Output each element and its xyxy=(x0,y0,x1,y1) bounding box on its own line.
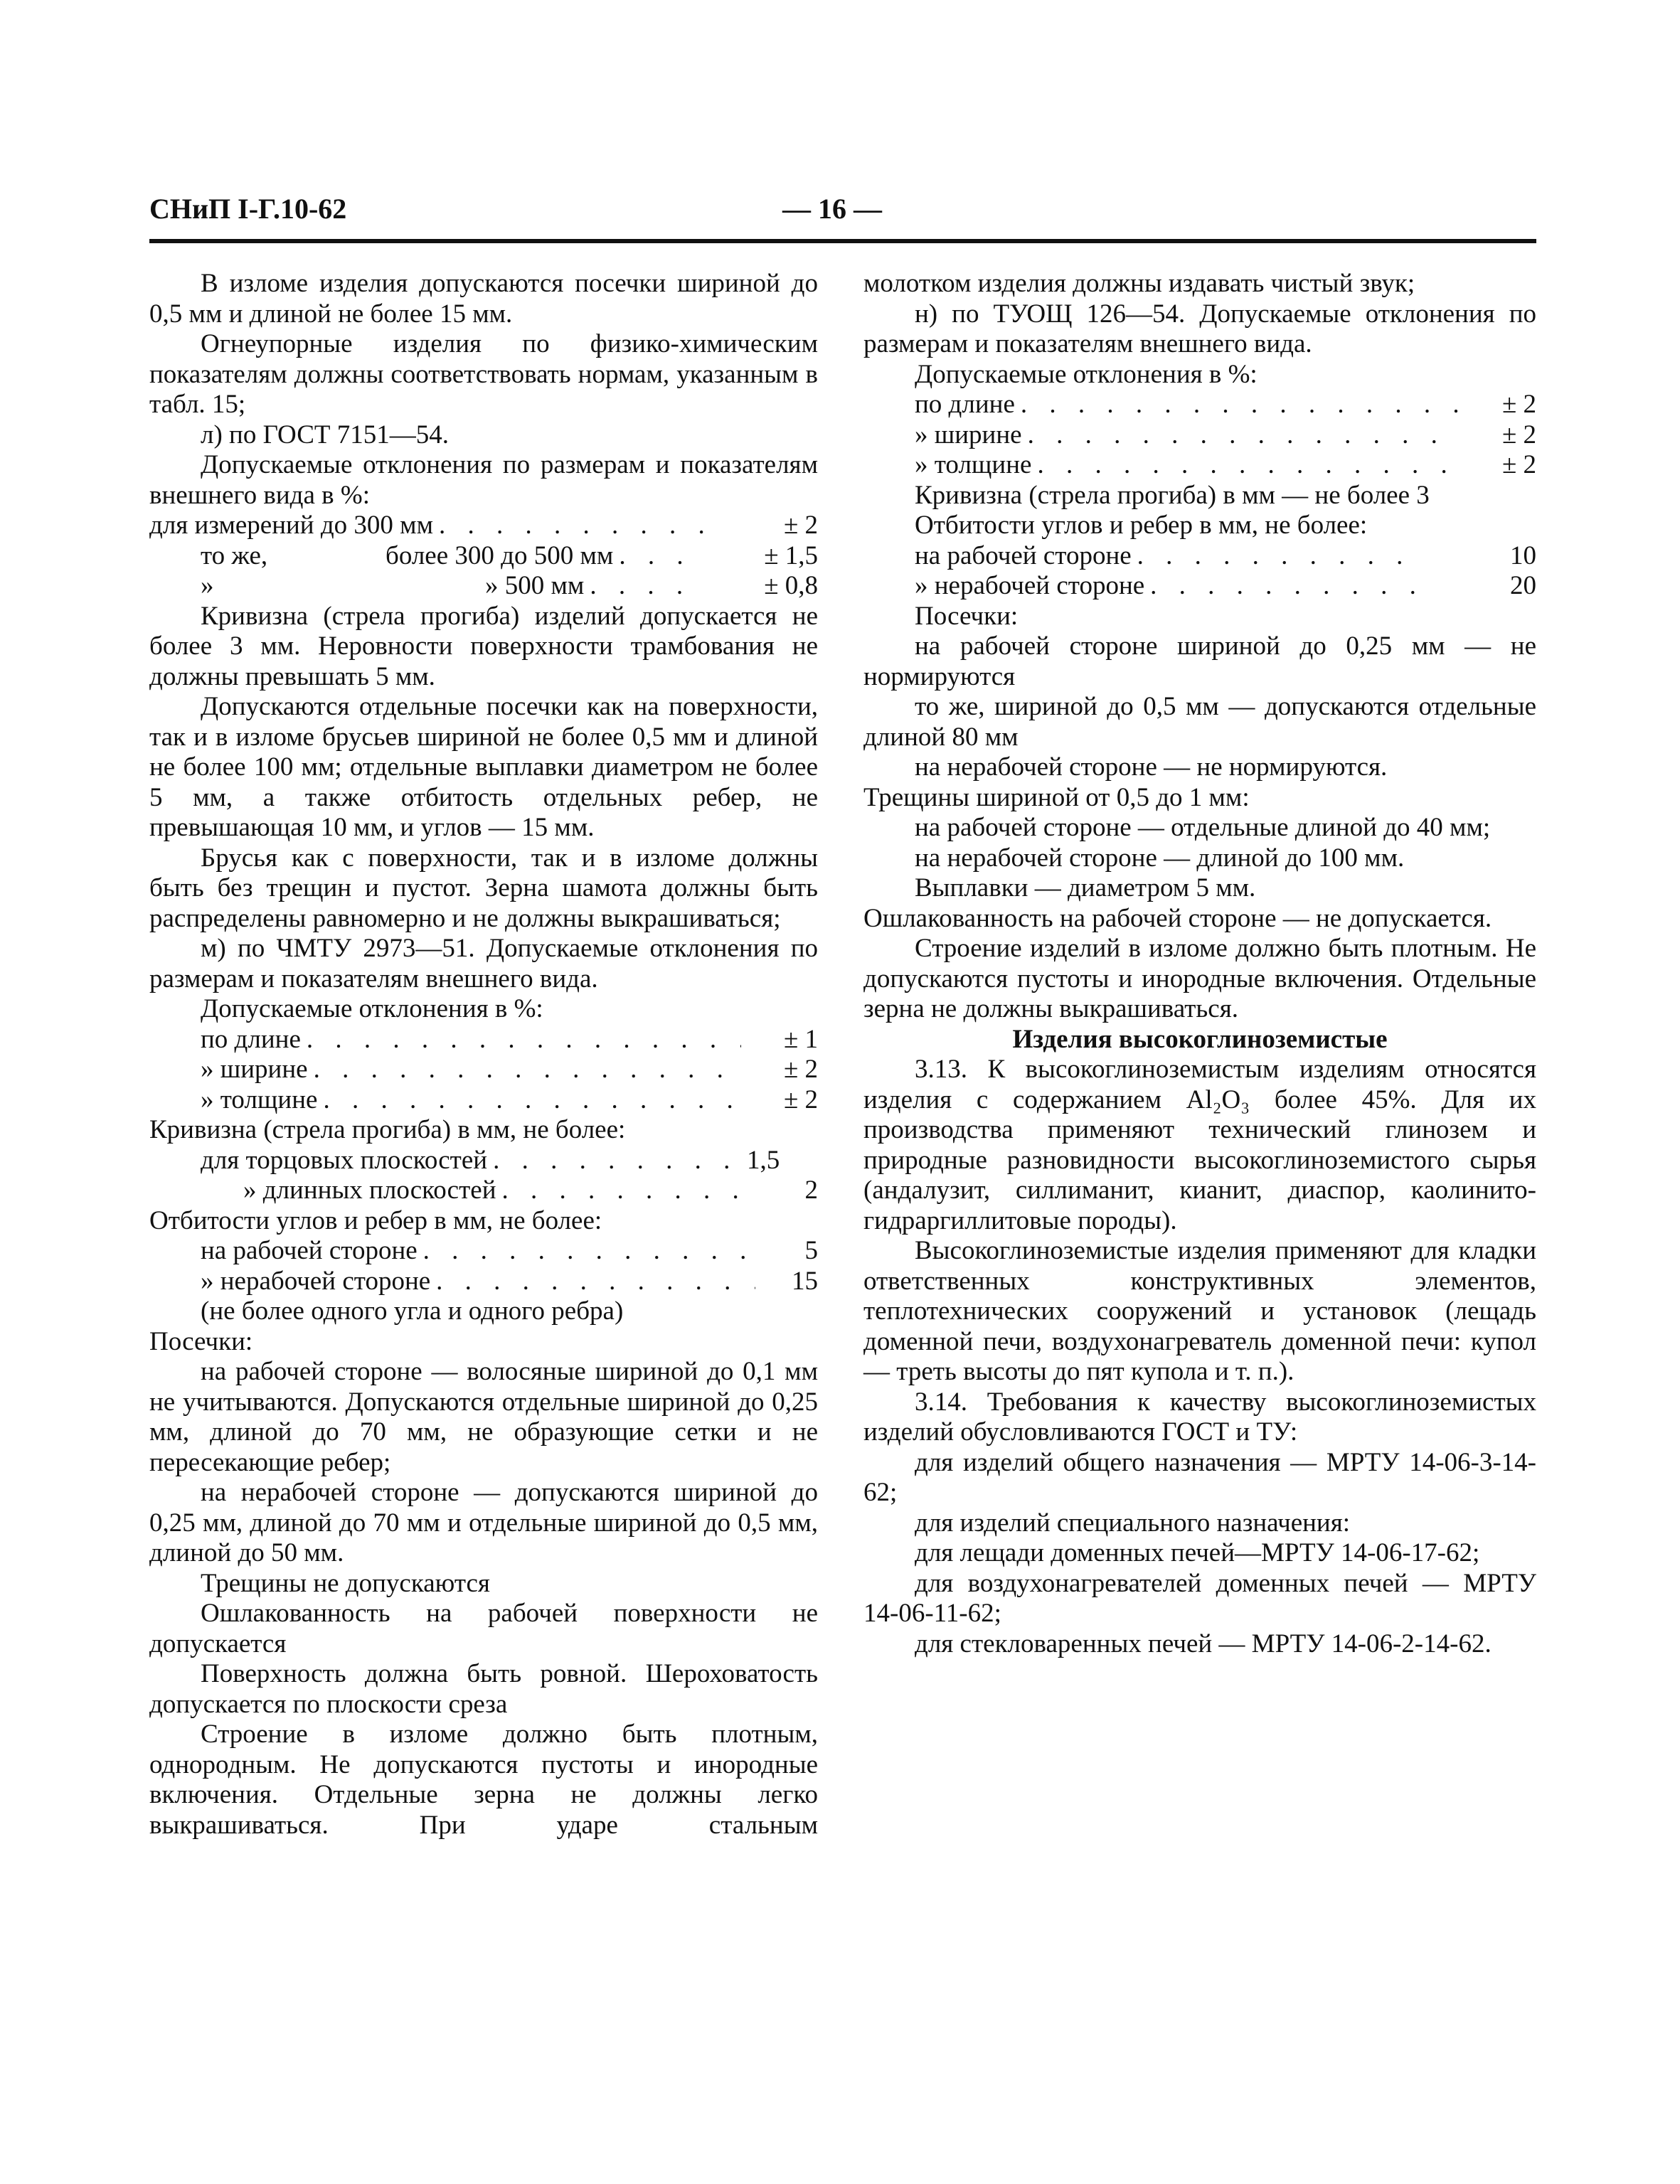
paragraph: молотком изделия должны издавать чистый звук; xyxy=(863,269,1415,298)
leader-dots xyxy=(1150,571,1424,602)
chip-label: на рабочей стороне xyxy=(201,1236,418,1265)
paragraph: (не более одного угла и одного ребра) xyxy=(201,1296,624,1326)
paragraph: Отбитости углов и ребер в мм, не более: xyxy=(149,1205,602,1235)
chip-label: » нерабочей стороне xyxy=(201,1266,431,1296)
curvature-value: 2 xyxy=(804,1176,818,1205)
curvature-row xyxy=(149,1146,818,1176)
tolerance-value: ± 2 xyxy=(783,1085,818,1114)
paragraph: 3.14. Требования к качеству высокоглиноземистых изделий обусловливаются ГОСТ и ТУ: xyxy=(863,1387,1536,1447)
deviation-label: для измерений до 300 мм xyxy=(149,511,434,540)
paragraph: Ошлакованность на рабочей поверхности не допускается xyxy=(149,1599,818,1658)
tolerance-row xyxy=(863,450,1536,481)
leader-dots xyxy=(1028,420,1460,451)
tolerance-row xyxy=(149,1085,818,1116)
paragraph: Кривизна (стрела прогиба) изделий допускается не более 3 мм. Неровности поверхности трамбования не должны превышать 5 мм. xyxy=(149,601,818,691)
leader-dots xyxy=(439,511,706,541)
ditto-mark: » xyxy=(201,571,214,600)
tolerance-value: ± 2 xyxy=(1501,450,1536,479)
chip-value: 15 xyxy=(792,1266,818,1296)
header-rule xyxy=(149,239,1536,243)
paragraph: на рабочей стороне — отдельные длиной до 40 мм; xyxy=(915,813,1491,842)
tolerance-row xyxy=(863,420,1536,451)
paragraph: Поверхность должна быть ровной. Шероховатость допускается по плоскости среза xyxy=(149,1659,818,1719)
paragraph: Допускаемые отклонения в %: xyxy=(915,359,1258,389)
paragraph: то же, шириной до 0,5 мм — допускаются отдельные длиной 80 мм xyxy=(863,692,1536,752)
deviation-value: ± 0,8 xyxy=(764,571,818,600)
tolerance-label: по длине xyxy=(201,1024,301,1054)
section-heading: Изделия высокоглиноземистые xyxy=(1012,1024,1388,1054)
curvature-row xyxy=(149,1176,818,1206)
page-number: — 16 — xyxy=(782,193,882,225)
chip-row xyxy=(149,1236,818,1267)
deviation-label: более 300 до 500 мм xyxy=(386,540,614,570)
leader-dots xyxy=(1037,450,1460,481)
leader-dots xyxy=(502,1176,756,1206)
leader-dots xyxy=(307,1025,741,1055)
page-header xyxy=(149,192,1536,235)
paragraph: Допускаются отдельные посечки как на поверхности, так и в изломе брусьев шириной не более 0,5 мм и длиной не более 100 мм; отдельные выплавки диаметром не более 5 мм, а также отбитость отдельных ребер, не превышающая 10 мм, и углов — 15 мм. xyxy=(149,692,818,842)
leader-dots xyxy=(590,571,706,602)
paragraph: Строение в изломе должно быть плотным, однородным. Не допускаются пустоты и инородные включения. Отдельные зерна не должны легко выкрашиваться. При ударе стальным xyxy=(149,1720,818,1840)
paragraph: Трещины не допускаются xyxy=(201,1568,490,1598)
paragraph: Посечки: xyxy=(915,601,1019,631)
chip-label: » нерабочей стороне xyxy=(915,571,1145,600)
right-column xyxy=(863,269,1536,1659)
tolerance-label: по длине xyxy=(915,390,1015,419)
tolerance-row xyxy=(863,390,1536,420)
chip-label: на рабочей стороне xyxy=(915,540,1132,570)
tolerance-label: » толщине xyxy=(915,450,1032,479)
deviation-label: » 500 мм xyxy=(485,571,585,600)
leader-dots xyxy=(619,541,706,572)
chip-row xyxy=(863,541,1536,572)
paragraph: для воздухонагревателей доменных печей — МРТУ 14-06-11-62; xyxy=(863,1568,1536,1628)
paragraph: Допускаемые отклонения по размерам и показателям внешнего вида в %: xyxy=(149,450,818,510)
tolerance-row xyxy=(149,1025,818,1055)
tolerance-label: » ширине xyxy=(201,1055,308,1084)
left-column xyxy=(149,269,818,1841)
curvature-value: 1,5 xyxy=(747,1145,780,1175)
curvature-label: для торцовых плоскостей xyxy=(201,1145,488,1175)
paragraph: на нерабочей стороне — длиной до 100 мм. xyxy=(915,843,1405,873)
leader-dots xyxy=(314,1055,741,1085)
paragraph: для стекловаренных печей — МРТУ 14-06-2-14-62. xyxy=(915,1629,1492,1658)
paragraph: Кривизна (стрела прогиба) в мм — не более 3 xyxy=(915,480,1430,510)
paragraph: на нерабочей стороне — допускаются шириной до 0,25 мм, длиной до 70 мм и отдельные шириной до 0,5 мм, длиной до 50 мм. xyxy=(149,1478,818,1567)
document-code: СНиП I-Г.10-62 xyxy=(149,193,347,225)
tolerance-value: ± 2 xyxy=(1501,420,1536,449)
paragraph: для лещади доменных печей—МРТУ 14-06-17-62; xyxy=(915,1538,1480,1567)
chip-value: 20 xyxy=(1510,571,1536,600)
paragraph: Огнеупорные изделия по физико-химическим показателям должны соответствовать нормам, указанным в табл. 15; xyxy=(149,329,818,419)
paragraph: Ошлакованность на рабочей стороне — не допускается. xyxy=(863,903,1492,933)
paragraph: для изделий специального назначения: xyxy=(915,1508,1351,1538)
paragraph: л) по ГОСТ 7151—54. xyxy=(201,420,450,449)
paragraph: Выплавки — диаметром 5 мм. xyxy=(915,873,1256,902)
paragraph: Брусья как с поверхности, так и в изломе должны быть без трещин и пустот. Зерна шамота должны быть распределены равномерно и не должны выкрашиваться; xyxy=(149,843,818,933)
paragraph: н) по ТУОЩ 126—54. Допускаемые отклонения по размерам и показателям внешнего вида. xyxy=(863,299,1536,358)
leader-dots xyxy=(1137,541,1424,572)
deviation-row xyxy=(149,511,818,541)
tolerance-value: ± 2 xyxy=(783,1055,818,1084)
paragraph: м) по ЧМТУ 2973—51. Допускаемые отклонения по размерам и показателям внешнего вида. xyxy=(149,934,818,994)
paragraph: на нерабочей стороне — не нормируются. xyxy=(915,752,1388,782)
tolerance-value: ± 2 xyxy=(1501,390,1536,419)
leader-dots xyxy=(323,1085,741,1116)
deviation-value: ± 2 xyxy=(783,511,818,540)
paragraph: на рабочей стороне — волосяные шириной до 0,1 мм не учитываются. Допускаются отдельные шириной до 0,25 мм, длиной до 70 мм, не образующие сетки и не пересекающие ребер; xyxy=(149,1357,818,1477)
curvature-label: » длинных плоскостей xyxy=(243,1176,496,1205)
leader-dots xyxy=(1021,390,1460,420)
paragraph: В изломе изделия допускаются посечки шириной до 0,5 мм и длиной не более 15 мм. xyxy=(149,269,818,329)
paragraph: для изделий общего назначения — МРТУ 14-06-3-14-62; xyxy=(863,1447,1536,1507)
chip-row xyxy=(863,571,1536,602)
chip-value: 10 xyxy=(1510,540,1536,570)
paragraph: Высокоглиноземистые изделия применяют для кладки ответственных конструктивных элементов, теплотехнических сооружений и установок (лещадь доменной печи, воздухонагреватель доменной печи: купол — треть высоты до пят купола и т. п.). xyxy=(863,1236,1536,1386)
tolerance-value: ± 1 xyxy=(783,1024,818,1054)
paragraph: Трещины шириной от 0,5 до 1 мм: xyxy=(863,782,1250,812)
paragraph: на рабочей стороне шириной до 0,25 мм — не нормируются xyxy=(863,632,1536,691)
paragraph: Строение изделий в изломе должно быть плотным. Не допускаются пустоты и инородные включения. Отдельные зерна не должны выкрашиваться. xyxy=(863,934,1536,1023)
tolerance-label: » ширине xyxy=(915,420,1022,449)
deviation-value: ± 1,5 xyxy=(764,540,818,570)
tolerance-label: » толщине xyxy=(201,1085,318,1114)
paragraph: Посечки: xyxy=(149,1326,253,1356)
chip-value: 5 xyxy=(804,1236,818,1265)
tolerance-row xyxy=(149,1055,818,1085)
chip-row xyxy=(149,1267,818,1297)
paragraph: Отбитости углов и ребер в мм, не более: xyxy=(915,511,1368,540)
leader-dots xyxy=(423,1236,755,1267)
paragraph: 3.13. К высокоглиноземистым изделиям относятся изделия с содержанием Al₂O₃ более 45%. Для их производства применяют технический глинозем и природные разновидности высокоглиноземистого сырья (андалузит, силлиманит, кианит, диаспор, каолинито-гидраргиллитовые породы). xyxy=(863,1055,1536,1235)
deviation-row xyxy=(149,571,818,602)
leader-dots xyxy=(493,1146,741,1176)
paragraph: Кривизна (стрела прогиба) в мм, не более: xyxy=(149,1115,626,1144)
deviation-row xyxy=(149,541,818,572)
paragraph: Допускаемые отклонения в %: xyxy=(201,994,543,1023)
leader-dots xyxy=(436,1267,755,1297)
deviation-label: то же, xyxy=(201,540,268,570)
